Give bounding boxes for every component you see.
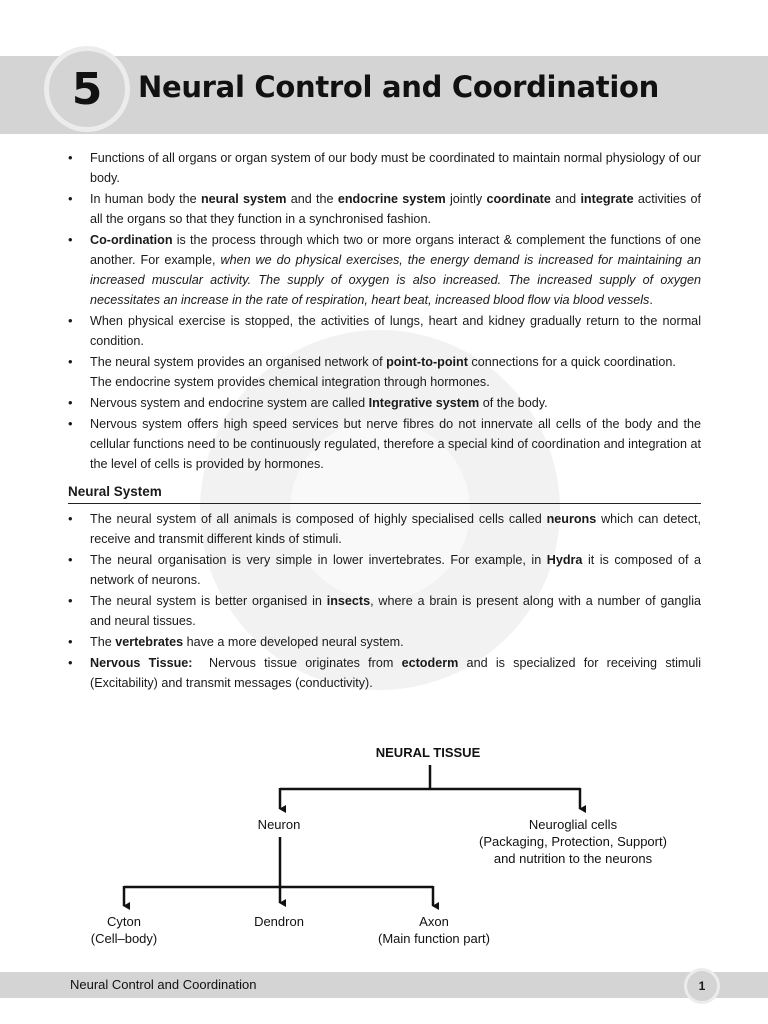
bullet-text: Nervous tissue originates from — [192, 656, 402, 670]
italic-example: when we do physical exercises, the energy demand is increased for maintaining an increased muscular activity. The supply of oxygen is also increased. The increased supply of oxygen necessitates an increase in the rate of respiration, heart beat, increased blood flow via blood vessels — [90, 253, 701, 307]
bold-term: Co-ordination — [90, 233, 173, 247]
bullet-text: , where a brain is present along with a number of ganglia and neural tissues. — [90, 594, 701, 628]
list-item — [68, 148, 701, 188]
list-item — [68, 189, 701, 229]
chapter-title: Neural Control and Coordination — [138, 70, 659, 104]
diagram-root-label: NEURAL TISSUE — [375, 745, 481, 760]
neuroglia-line-3: and nutrition to the neurons — [493, 851, 653, 866]
bullet-text: and — [550, 192, 581, 206]
list-item — [68, 509, 701, 549]
bullet-text: is the process through which two or more organs interact & complement the functions of one another. For example, — [90, 233, 701, 267]
axon-line-2: (Main function part) — [378, 931, 490, 946]
bold-term: insects — [326, 594, 371, 608]
neuron-label: Neuron — [257, 817, 301, 832]
bold-term: Nervous Tissue: — [90, 656, 193, 670]
bullet-text: Nervous system offers high speed services but nerve fibres do not innervate all cells of the body and the cellular functions need to be continuously regulated, therefore a special kind of coordination and integration at the level of cells is provided by hormones. — [90, 417, 701, 471]
bullet-text: In human body the — [90, 192, 201, 206]
bold-term: neurons — [546, 512, 597, 526]
list-item — [68, 393, 701, 413]
bullet-text: The neural organisation is very simple in lower invertebrates. For example, in — [90, 553, 547, 567]
list-item — [68, 311, 701, 351]
list-item — [68, 591, 701, 631]
neural-tissue-diagram — [0, 735, 768, 955]
bold-term: endocrine system — [337, 192, 446, 206]
bold-term: ectoderm — [401, 656, 459, 670]
bullet-text: it is composed of a network of neurons. — [90, 553, 701, 587]
bullet-text: The neural system provides an organised network of — [90, 355, 387, 369]
bullet-text: which can detect, receive and transmit different kinds of stimuli. — [90, 512, 701, 546]
bullet-text: activities of all the organs so that they function in a synchronised fashion. — [90, 192, 701, 226]
bullet-text: have a more developed neural system. — [183, 635, 404, 649]
bold-term: point-to-point — [386, 355, 468, 369]
page-number: 1 — [684, 968, 720, 1004]
footer-title: Neural Control and Coordination — [70, 977, 257, 992]
bold-term: integrate — [580, 192, 634, 206]
bold-term: coordinate — [486, 192, 551, 206]
cyton-line-2: (Cell–body) — [90, 931, 158, 946]
neuroglia-label — [479, 816, 667, 867]
bullet-text: Nervous system and endocrine system are called — [90, 396, 369, 410]
intro-bullet-list — [68, 148, 701, 474]
list-item — [68, 352, 701, 392]
bold-term: vertebrates — [115, 635, 184, 649]
bullet-text: Functions of all organs or organ system of our body must be coordinated to maintain normal physiology of our body. — [90, 151, 701, 185]
bullet-continuation: The endocrine system provides chemical integration through hormones. — [90, 375, 490, 389]
list-item — [68, 550, 701, 590]
bullet-text: . — [649, 293, 653, 307]
cyton-label — [91, 913, 157, 947]
bullet-text: and is specialized for receiving stimuli (Excitability) and transmit messages (conductivity). — [90, 656, 701, 690]
axon-label — [378, 913, 490, 947]
axon-line-1: Axon — [419, 914, 449, 929]
bullet-text: The — [90, 635, 116, 649]
chapter-number: 5 — [44, 46, 130, 132]
bullet-text: The neural system is better organised in — [90, 594, 327, 608]
bold-term: Hydra — [546, 553, 583, 567]
bullet-text: of the body. — [479, 396, 548, 410]
neuroglia-line-2: (Packaging, Protection, Support) — [479, 834, 667, 849]
neural-system-bullet-list — [68, 509, 701, 693]
section-title: Neural System — [68, 484, 701, 504]
list-item — [68, 414, 701, 474]
bullet-text: connections for a quick coordination. — [467, 355, 676, 369]
bullet-text: and the — [286, 192, 338, 206]
dendron-label: Dendron — [254, 914, 304, 929]
bold-term: neural system — [200, 192, 287, 206]
bullet-text: When physical exercise is stopped, the activities of lungs, heart and kidney gradually return to the normal condition. — [90, 314, 701, 348]
page-content — [68, 148, 701, 694]
list-item — [68, 653, 701, 693]
neuroglia-line-1: Neuroglial cells — [528, 817, 618, 832]
list-item — [68, 632, 701, 652]
bullet-text: The neural system of all animals is composed of highly specialised cells called — [90, 512, 547, 526]
list-item — [68, 230, 701, 310]
cyton-line-1: Cyton — [107, 914, 141, 929]
bullet-text: jointly — [445, 192, 487, 206]
bold-term: Integrative system — [368, 396, 480, 410]
